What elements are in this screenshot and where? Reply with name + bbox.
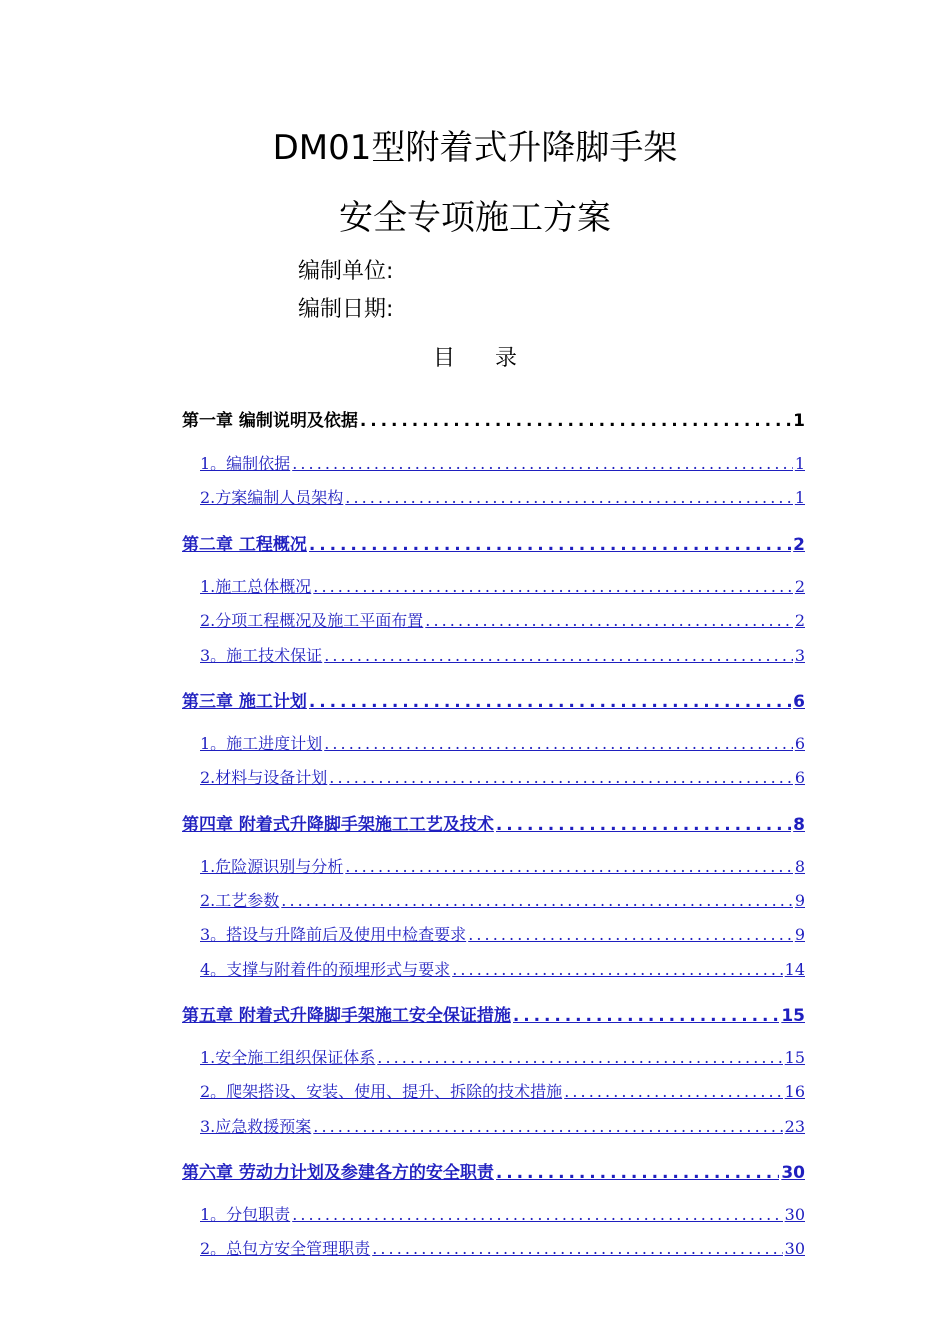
toc-leader-dots — [324, 734, 793, 753]
toc-page-number: 15 — [784, 1048, 805, 1067]
toc-entry-label: 2。爬架搭设、安装、使用、提升、拆除的技术措施 — [200, 1082, 563, 1101]
toc-entry-label: 3。搭设与升降前后及使用中检查要求 — [200, 925, 467, 944]
toc-section-entry[interactable] — [200, 957, 805, 980]
toc-entry-label: 1.安全施工组织保证体系 — [200, 1048, 376, 1067]
toc-leader-dots — [452, 960, 782, 979]
toc-section-entry[interactable] — [200, 643, 805, 666]
toc-leader-dots — [513, 1006, 779, 1026]
toc-section-entry[interactable] — [200, 1079, 805, 1102]
toc-section-entry[interactable] — [200, 888, 805, 911]
toc-page-number: 30 — [784, 1205, 805, 1224]
toc-chapter-entry[interactable] — [182, 530, 805, 555]
toc-entry-label: 第一章 编制说明及依据 — [182, 411, 358, 431]
document-subtitle: 安全专项施工方案 — [339, 198, 611, 238]
toc-leader-dots — [292, 1205, 782, 1224]
toc-page-number: 1 — [793, 411, 805, 431]
toc-section-entry[interactable] — [200, 485, 805, 508]
toc-page-number: 23 — [784, 1117, 805, 1136]
toc-section-entry[interactable] — [200, 608, 805, 631]
toc-entry-label: 2.分项工程概况及施工平面布置 — [200, 611, 424, 630]
toc-chapter-entry[interactable] — [182, 406, 805, 431]
toc-heading: 目录 — [432, 346, 557, 371]
compiling-unit-label: 编制单位: — [298, 259, 394, 284]
toc-entry-label: 3。施工技术保证 — [200, 646, 323, 665]
toc-leader-dots — [345, 857, 793, 876]
toc-leader-dots — [496, 1163, 779, 1183]
toc-page-number: 8 — [794, 857, 805, 876]
toc-entry-label: 1。编制依据 — [200, 454, 291, 473]
document-title: DM01型附着式升降脚手架 — [272, 128, 678, 168]
toc-leader-dots — [292, 454, 793, 473]
toc-leader-dots — [313, 1117, 782, 1136]
toc-section-entry[interactable] — [200, 1114, 805, 1137]
toc-leader-dots — [309, 535, 791, 555]
toc-chapter-entry[interactable] — [182, 1001, 805, 1026]
toc-chapter-entry[interactable] — [182, 687, 805, 712]
toc-page-number: 2 — [794, 611, 805, 630]
toc-section-entry[interactable] — [200, 731, 805, 754]
compiling-date-label: 编制日期: — [298, 297, 394, 322]
toc-leader-dots — [329, 768, 793, 787]
toc-leader-dots — [309, 692, 791, 712]
toc-page-number: 6 — [793, 692, 805, 712]
toc-page-number: 1 — [794, 488, 805, 507]
toc-page-number: 6 — [794, 734, 805, 753]
toc-entry-label: 3.应急救援预案 — [200, 1117, 312, 1136]
toc-entry-label: 2.材料与设备计划 — [200, 768, 328, 787]
toc-entry-label: 2.方案编制人员架构 — [200, 488, 344, 507]
toc-leader-dots — [496, 815, 791, 835]
toc-entry-label: 第三章 施工计划 — [182, 692, 307, 712]
toc-entry-label: 2.工艺参数 — [200, 891, 280, 910]
toc-leader-dots — [281, 891, 793, 910]
toc-page-number: 30 — [781, 1163, 805, 1183]
toc-page-number: 8 — [793, 815, 805, 835]
toc-entry-label: 第六章 劳动力计划及参建各方的安全职责 — [182, 1163, 494, 1183]
toc-leader-dots — [468, 925, 793, 944]
toc-section-entry[interactable] — [200, 854, 805, 877]
toc-page-number: 2 — [794, 577, 805, 596]
toc-leader-dots — [360, 411, 791, 431]
toc-entry-label: 4。支撑与附着件的预埋形式与要求 — [200, 960, 451, 979]
toc-page-number: 15 — [781, 1006, 805, 1026]
toc-section-entry[interactable] — [200, 765, 805, 788]
toc-entry-label: 第五章 附着式升降脚手架施工安全保证措施 — [182, 1006, 511, 1026]
toc-entry-label: 1.施工总体概况 — [200, 577, 312, 596]
toc-page-number: 9 — [794, 891, 805, 910]
toc-page-number: 3 — [794, 646, 805, 665]
toc-entry-label: 2。总包方安全管理职责 — [200, 1239, 371, 1258]
toc-page-number: 1 — [794, 454, 805, 473]
toc-section-entry[interactable] — [200, 922, 805, 945]
toc-entry-label: 第四章 附着式升降脚手架施工工艺及技术 — [182, 815, 494, 835]
toc-chapter-entry[interactable] — [182, 810, 805, 835]
toc-chapter-entry[interactable] — [182, 1158, 805, 1183]
toc-section-entry[interactable] — [200, 574, 805, 597]
toc-page-number: 9 — [794, 925, 805, 944]
toc-leader-dots — [324, 646, 793, 665]
toc-leader-dots — [345, 488, 793, 507]
toc-entry-label: 1.危险源识别与分析 — [200, 857, 344, 876]
toc-page-number: 16 — [784, 1082, 805, 1101]
toc-page-number: 30 — [784, 1239, 805, 1258]
toc-section-entry[interactable] — [200, 451, 805, 474]
toc-entry-label: 1。施工进度计划 — [200, 734, 323, 753]
toc-entry-label: 第二章 工程概况 — [182, 535, 307, 555]
toc-page-number: 2 — [793, 535, 805, 555]
toc-leader-dots — [313, 577, 793, 596]
toc-leader-dots — [564, 1082, 782, 1101]
toc-leader-dots — [425, 611, 793, 630]
toc-page-number: 14 — [784, 960, 805, 979]
toc-page-number: 6 — [794, 768, 805, 787]
toc-leader-dots — [372, 1239, 782, 1258]
toc-section-entry[interactable] — [200, 1236, 805, 1259]
toc-section-entry[interactable] — [200, 1202, 805, 1225]
toc-leader-dots — [377, 1048, 782, 1067]
toc-entry-label: 1。分包职责 — [200, 1205, 291, 1224]
toc-section-entry[interactable] — [200, 1045, 805, 1068]
